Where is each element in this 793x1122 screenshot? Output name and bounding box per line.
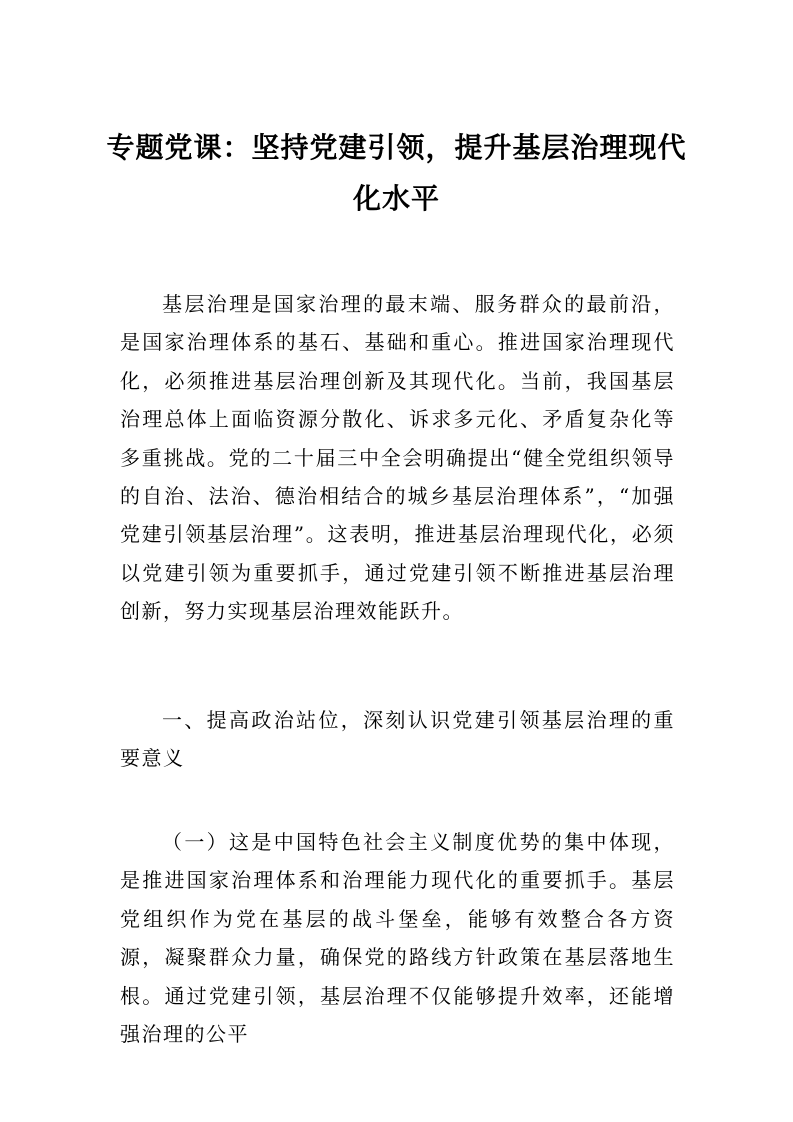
- section-heading: 一、提高政治站位，深刻认识党建引领基层治理的重要意义: [120, 708, 675, 771]
- subsection-paragraph: （一）这是中国特色社会主义制度优势的集中体现，是推进国家治理体系和治理能力现代化的重要抓手。基层党组织作为党在基层的战斗堡垒，能够有效整合各方资源，凝聚群众力量，确保党的路线方针政策在基层落地生根。通过党建引领，基层治理不仅能够提升效率，还能增强治理的公平: [120, 830, 675, 1047]
- intro-paragraph: 基层治理是国家治理的最末端、服务群众的最前沿，是国家治理体系的基石、基础和重心。推进国家治理现代化，必须推进基层治理创新及其现代化。当前，我国基层治理总体上面临资源分散化、诉求多元化、矛盾复杂化等多重挑战。党的二十届三中全会明确提出“健全党组织领导的自治、法治、德治相结合的城乡基层治理体系”，“加强党建引领基层治理”。这表明，推进基层治理现代化，必须以党建引领为重要抓手，通过党建引领不断推进基层治理创新，努力实现基层治理效能跃升。: [120, 292, 675, 624]
- document-title: 专题党课：坚持党建引领，提升基层治理现代化水平: [106, 131, 687, 215]
